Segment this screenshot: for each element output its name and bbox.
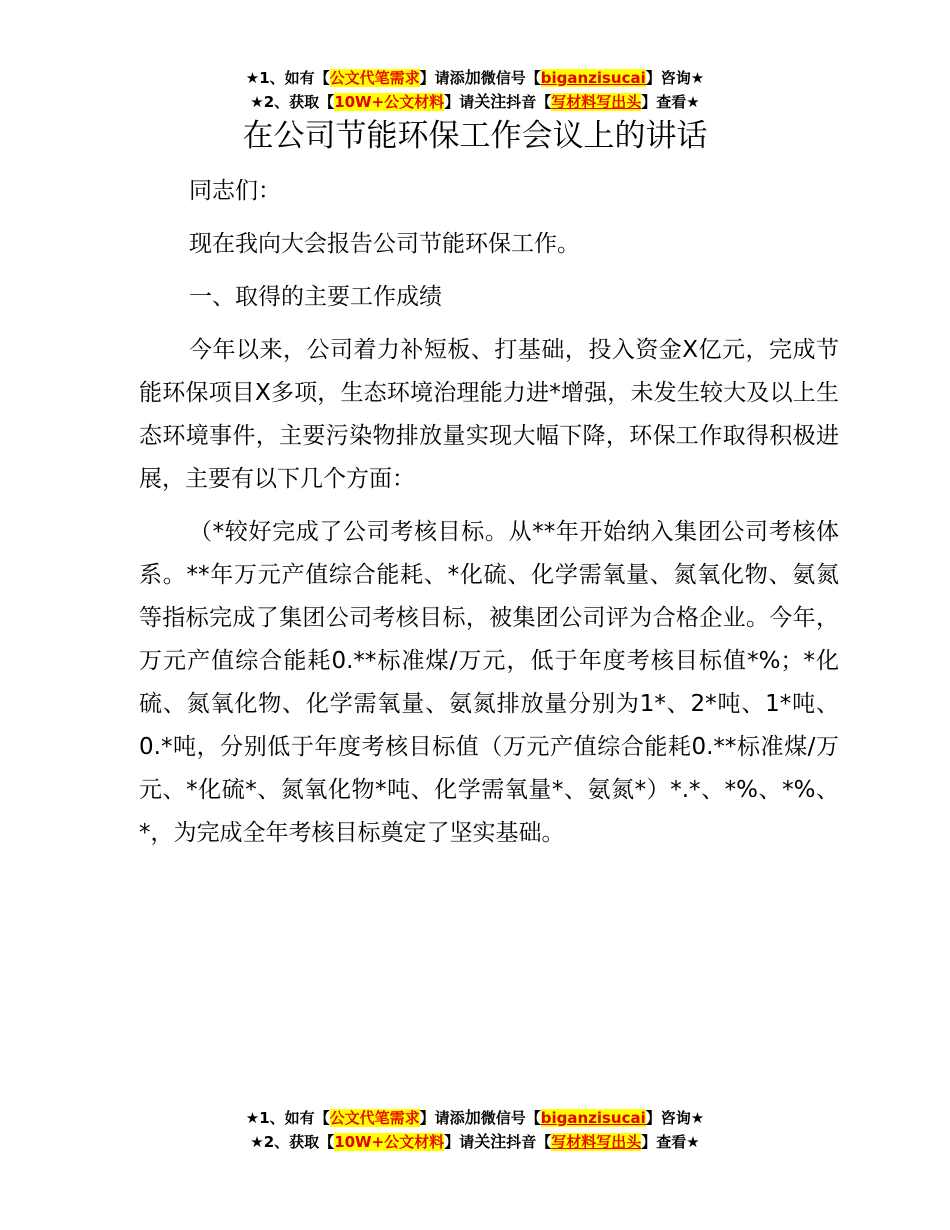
promo-text: ★1、如有【: [245, 1109, 330, 1127]
promo-highlight-wechat-id: biganzisucai: [540, 1109, 646, 1127]
promo-text: 】查看★: [641, 1133, 700, 1151]
body-paragraph: 今年以来，公司着力补短板、打基础，投入资金X亿元，完成节能环保项目X多项，生态环境治理能力进*增强，未发生较大及以上生态环境事件，主要污染物排放量实现大幅下降，环保工作取得积极进展，主要有以下几个方面：: [139, 337, 839, 492]
promo-text: 】咨询★: [645, 1109, 705, 1127]
promo-highlight-service: 公文代笔需求: [329, 69, 420, 87]
promo-text: 微信号【: [480, 69, 541, 87]
header-promo-banner: [0, 66, 950, 114]
promo-line-1: [0, 1106, 950, 1130]
promo-text: ★1、如有【: [245, 69, 330, 87]
promo-text: ★2、获取【: [250, 1133, 335, 1151]
promo-text: 】请: [444, 93, 475, 111]
promo-text-emphasis: 加: [464, 1108, 481, 1127]
promo-highlight-douyin: 写材料写出头: [551, 1133, 642, 1151]
promo-text: 抖音【: [506, 93, 552, 111]
salutation: 同志们：: [189, 178, 281, 204]
document-title: 在公司节能环保工作会议上的讲话: [242, 118, 708, 154]
promo-text-emphasis: 关注: [474, 92, 507, 111]
promo-text: 】请: [444, 1133, 475, 1151]
footer-promo-banner: [0, 1106, 950, 1154]
promo-text: 抖音【: [506, 1133, 552, 1151]
promo-text: 】咨询★: [645, 69, 705, 87]
promo-line-1: [0, 66, 950, 90]
document-body: [139, 170, 839, 865]
promo-highlight-materials: 10W+公文材料: [334, 1133, 445, 1151]
intro-paragraph: 现在我向大会报告公司节能环保工作。: [189, 231, 580, 257]
promo-text-emphasis: 关注: [474, 1132, 507, 1151]
promo-text: 】请添: [419, 1109, 465, 1127]
section-heading: 一、取得的主要工作成绩: [189, 284, 442, 310]
promo-text: 微信号【: [480, 1109, 541, 1127]
promo-highlight-service: 公文代笔需求: [329, 1109, 420, 1127]
promo-line-2: [0, 90, 950, 114]
promo-text: 】查看★: [641, 93, 700, 111]
body-paragraph: （*较好完成了公司考核目标。从**年开始纳入集团公司考核体系。**年万元产值综合能耗、*化硫、化学需氧量、氮氧化物、氨氮等指标完成了集团公司考核目标，被集团公司评为合格企业。今年，万元产值综合能耗0.**标准煤/万元，低于年度考核目标值*%；*化硫、氮氧化物、化学需氧量、氨氮排放量分别为1*、2*吨、1*吨、0.*吨，分别低于年度考核目标值（万元产值综合能耗0.**标准煤/万元、*化硫*、氮氧化物*吨、化学需氧量*、氨氮*）*.*、*%、*%、*，为完成全年考核目标奠定了坚实基础。: [139, 519, 839, 846]
promo-highlight-materials: 10W+公文材料: [334, 93, 445, 111]
promo-text-emphasis: 加: [464, 68, 481, 87]
promo-highlight-douyin: 写材料写出头: [551, 93, 642, 111]
promo-text: ★2、获取【: [250, 93, 335, 111]
promo-highlight-wechat-id: biganzisucai: [540, 69, 646, 87]
promo-line-2: [0, 1130, 950, 1154]
promo-text: 】请添: [419, 69, 465, 87]
